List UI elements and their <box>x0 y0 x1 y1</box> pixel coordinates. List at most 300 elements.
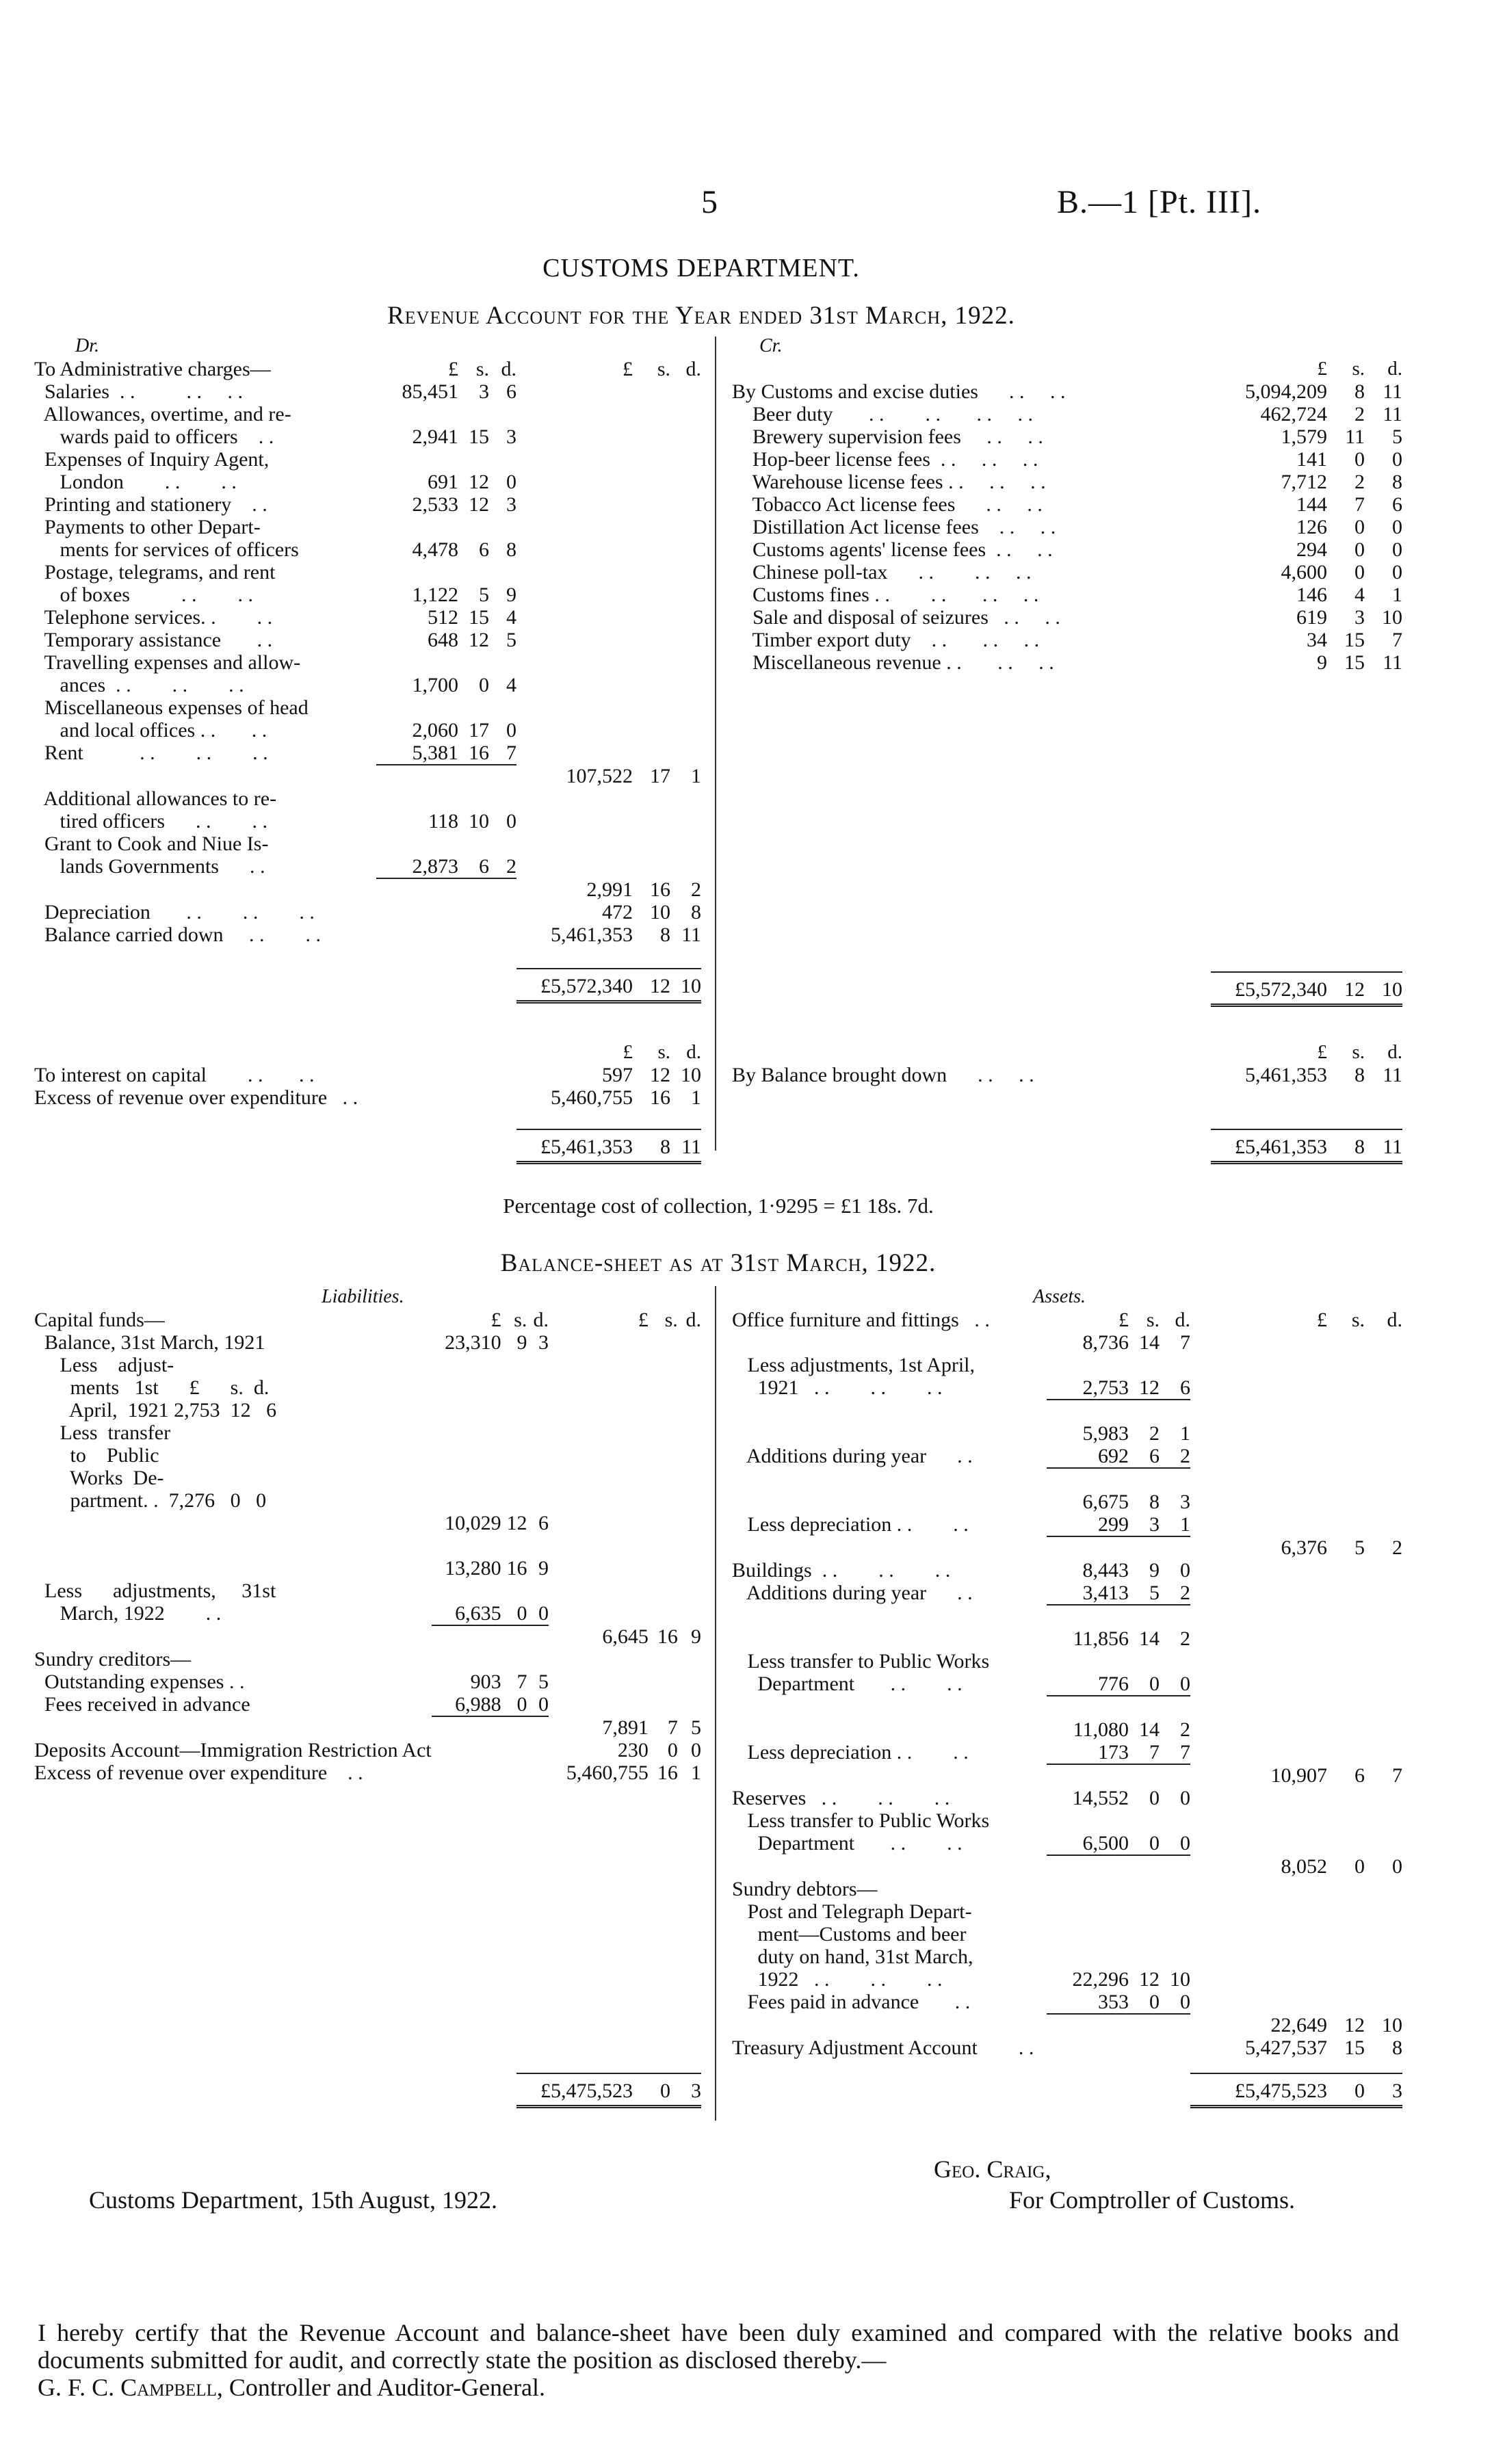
place-and-date: Customs Department, 15th August, 1922. <box>89 2186 497 2214</box>
assets-row <box>732 1582 1402 1605</box>
revenue-credit-table: £ s. d. By Customs and excise duties . . . . 5,094,209 8 11 Beer duty . . . . . . . . 462,724 2 11 Brewery supervision fees . . . . 1,579 11 5 Hop-beer license fees . . . . . . 141 0 0 Warehouse license fees . . . . . . 7,712 2 8 Tobacco Act license fees . . . . 144 7 6 Distillation Act license fees . . . . 126 0 0 Customs agents' license fees . . . . 294 0 0 Chinese poll-tax . . . . . . 4,600 0 0 Customs fines . . . . . . . . 146 4 1 Sale and disposal of seizures . . . . 619 3 10 Timber export duty . . . . . . 34 15 7 Miscellaneous revenue . . . . . . 9 15 11 <box>732 358 1402 674</box>
signatory-name: Geo. Craig, <box>934 2155 1051 2183</box>
liabilities-cell-c <box>527 1467 549 1489</box>
liabilities-cell-f <box>649 1580 678 1602</box>
revenue-credit-cell-b: 15 <box>1344 629 1365 651</box>
revenue-credit-cell-a: 144 <box>1296 493 1327 516</box>
revenue-debit-cell-d: Miscellaneous expenses of head <box>34 696 309 719</box>
assets-cell-e <box>1190 1878 1327 1900</box>
assets-cell-e <box>1190 1491 1327 1513</box>
assets-cell-e: 5,427,537 <box>1245 2036 1327 2059</box>
revenue-credit-cell-c: 11 <box>1383 380 1402 403</box>
assets-cell-d: 1921 . . . . . . <box>732 1376 943 1399</box>
revenue-debit-cell-a <box>376 448 458 471</box>
assets-row <box>732 1832 1402 1855</box>
liabilities-cell-c: 0 <box>527 1602 549 1625</box>
assets-cell-d: Department . . . . <box>732 1673 963 1695</box>
assets-row <box>732 2036 1402 2059</box>
liabilities-cell-d <box>34 1557 432 1580</box>
liabilities-cell-e: £ <box>638 1309 649 1331</box>
assets-cell-e <box>1190 1718 1327 1741</box>
assets-cell-e <box>1190 1945 1327 1968</box>
liabilities-cell-e <box>549 1512 649 1534</box>
revenue-debit-cell-f <box>633 810 670 833</box>
assets-cell-a <box>1047 1400 1129 1422</box>
assets-cell-c <box>1160 1878 1190 1900</box>
revenue-debit-cell-e <box>516 787 633 810</box>
revenue-credit-row <box>732 651 1402 674</box>
revenue-debit-cell-g <box>670 606 701 629</box>
assets-row <box>732 1923 1402 1945</box>
liabilities-cell-c: d. <box>533 1309 549 1331</box>
assets-cell-c <box>1160 1945 1190 1968</box>
revenue-debit-cell-e <box>516 674 633 696</box>
assets-cell-g <box>1365 1468 1402 1491</box>
assets-cell-c: 2 <box>1160 1582 1190 1605</box>
revenue-debit-cell-g <box>670 561 701 584</box>
revenue-debit-cell-f: 16 <box>650 878 670 901</box>
revenue-debit-cell-b <box>458 901 489 923</box>
revenue-debit-cell-e: 472 <box>602 901 633 923</box>
revenue-debit-cell-c: 0 <box>506 471 516 493</box>
liabilities-cell-e <box>549 1670 649 1693</box>
assets-cell-e <box>1190 1741 1327 1764</box>
revenue-debit-cell-f: 12 <box>633 969 670 1002</box>
assets-row <box>732 1309 1402 1331</box>
assets-cell-d: Less adjustments, 1st April, <box>732 1354 975 1376</box>
revenue-credit-cell-d: Timber export duty . . . . . . <box>732 629 1040 651</box>
liabilities-cell-g: 1 <box>691 1761 701 1784</box>
assets-cell-g: d. <box>1387 1309 1402 1331</box>
revenue-debit-cell-e <box>516 380 633 403</box>
balance-sheet-title: Balance-sheet as at 31st March, 1922. <box>500 1249 937 1277</box>
assets-cell-f <box>1327 1627 1365 1650</box>
auditor-certificate <box>38 2319 1399 2401</box>
assets-cell-d: Post and Telegraph Depart- <box>732 1900 972 1923</box>
revenue-credit-cell-a: 34 <box>1307 629 1327 651</box>
revenue-debit-cell-f <box>633 651 670 674</box>
revenue-credit-cell-d: Customs agents' license fees . . . . <box>732 538 1053 561</box>
revenue-account-title: Revenue Account for the Year ended 31st March, 1922. <box>387 302 1015 330</box>
revenue-debit-cell-f <box>633 696 670 719</box>
assets-row <box>732 1422 1402 1445</box>
assets-cell-b: 6 <box>1129 1445 1160 1468</box>
revenue-credit-row <box>732 629 1402 651</box>
assets-cell-f <box>1327 1331 1365 1354</box>
assets-cell-d: Department . . . . <box>732 1832 963 1854</box>
revenue-debit-cell-c <box>489 969 516 1002</box>
revenue-debit-cell-a <box>376 878 458 901</box>
assets-cell-c <box>1160 1809 1190 1832</box>
liabilities-cell-b <box>501 1716 527 1739</box>
assets-cell-e <box>1190 1832 1327 1855</box>
revenue-debit-row <box>34 403 701 425</box>
assets-cell-d: Treasury Adjustment Account . . <box>732 2036 1034 2059</box>
revenue-debit-cell-c <box>489 516 516 538</box>
assets-cell-a <box>1047 2014 1129 2036</box>
assets-cell-d <box>732 1422 1047 1445</box>
revenue-debit-row <box>34 606 701 629</box>
revenue-debit-cell-e <box>516 561 633 584</box>
revenue-debit-cell-e <box>516 833 633 855</box>
liabilities-cell-g <box>678 1557 701 1580</box>
assets-cell-c <box>1160 1605 1190 1627</box>
revenue-credit-row <box>732 606 1402 629</box>
revenue-credit-cell-b: 0 <box>1354 561 1365 584</box>
revenue-credit-row <box>732 561 1402 584</box>
liabilities-cell-e: 7,891 <box>602 1716 649 1739</box>
assets-cell-c <box>1160 1400 1190 1422</box>
liabilities-cell-f: 16 <box>657 1761 678 1784</box>
assets-cell-b: 9 <box>1149 1559 1160 1582</box>
revenue-credit-cell-c: 8 <box>1392 471 1402 493</box>
assets-cell-d: Less depreciation . . . . <box>732 1513 969 1536</box>
liabilities-cell-b <box>501 1489 527 1512</box>
revenue-debit-cell-d: ments for services of officers <box>34 538 299 561</box>
revenue-debit-cell-b: 17 <box>469 719 489 742</box>
revenue-debit-row <box>34 448 701 471</box>
revenue-credit-cell-d: Brewery supervision fees . . . . <box>732 425 1043 448</box>
appropriation-debit-row <box>34 1086 701 1109</box>
revenue-debit-row <box>34 561 701 584</box>
liabilities-cell-d: Fees received in advance <box>34 1693 250 1716</box>
revenue-debit-cell-g <box>670 516 701 538</box>
liabilities-cell-g <box>678 1489 701 1512</box>
appropriation-debit-total-pounds: £5,461,353 <box>516 1129 633 1163</box>
appropriation-debit-cell-a: 5,460,755 <box>551 1086 633 1109</box>
revenue-debit-cell-e: £ <box>623 358 633 380</box>
revenue-credit-total-shillings: 12 <box>1327 972 1365 1006</box>
assets-cell-g <box>1365 1331 1402 1354</box>
revenue-credit-cell-d: Beer duty . . . . . . . . <box>732 403 1033 425</box>
liabilities-cell-a: 23,310 <box>445 1331 501 1354</box>
assets-cell-a: 8,443 <box>1082 1559 1129 1582</box>
revenue-credit-row <box>732 448 1402 471</box>
assets-cell-e <box>1190 1923 1327 1945</box>
liabilities-cell-a <box>432 1580 501 1602</box>
assets-cell-f <box>1327 1513 1365 1536</box>
assets-cell-f <box>1327 1582 1365 1605</box>
assets-cell-g <box>1365 1650 1402 1673</box>
credit-label: Cr. <box>759 335 783 356</box>
revenue-debit-cell-c: 4 <box>506 674 516 696</box>
revenue-debit-cell-a: 5,381 <box>376 742 458 765</box>
revenue-debit-cell-f <box>633 742 670 765</box>
assets-cell-f <box>1327 1787 1365 1809</box>
assets-cell-c <box>1160 2014 1190 2036</box>
revenue-debit-cell-d: Travelling expenses and allow- <box>34 651 301 674</box>
liabilities-cell-e <box>549 1354 649 1376</box>
revenue-debit-cell-d: Depreciation . . . . . . <box>34 901 315 923</box>
revenue-debit-row <box>34 696 701 719</box>
revenue-debit-cell-a: 4,478 <box>412 538 458 561</box>
assets-cell-g <box>1365 1991 1402 2014</box>
assets-cell-g <box>1365 1445 1402 1468</box>
revenue-debit-cell-f: s. <box>657 358 670 380</box>
liabilities-cell-b <box>501 1739 527 1761</box>
assets-row <box>732 1445 1402 1468</box>
liabilities-cell-e: 6,645 <box>602 1625 649 1648</box>
revenue-debit-row <box>34 855 701 878</box>
assets-cell-f: 15 <box>1344 2036 1365 2059</box>
assets-cell-d <box>732 1764 1047 1787</box>
revenue-debit-cell-f: 17 <box>650 765 670 787</box>
assets-row <box>732 1559 1402 1582</box>
liabilities-cell-d: partment. . 7,276 0 0 <box>34 1489 267 1512</box>
revenue-debit-cell-f <box>633 584 670 606</box>
revenue-credit-cell-d: Hop-beer license fees . . . . . . <box>732 448 1038 471</box>
revenue-credit-cell-a: 7,712 <box>1281 471 1327 493</box>
liabilities-cell-e <box>549 1602 649 1625</box>
assets-cell-f <box>1327 1468 1365 1491</box>
liabilities-cell-a: 6,635 <box>432 1602 501 1625</box>
assets-cell-g <box>1365 1605 1402 1627</box>
revenue-debit-cell-g <box>670 629 701 651</box>
liabilities-cell-f <box>649 1331 678 1354</box>
assets-cell-c: 3 <box>1180 1491 1190 1513</box>
revenue-credit-row <box>732 403 1402 425</box>
appropriation-cr-header-shillings: s. <box>1352 1041 1365 1063</box>
assets-cell-g <box>1365 1354 1402 1376</box>
assets-cell-g <box>1365 1741 1402 1764</box>
revenue-debit-cell-c <box>489 787 516 810</box>
assets-row <box>732 1331 1402 1354</box>
revenue-debit-row <box>34 878 701 901</box>
assets-cell-d <box>732 1605 1047 1627</box>
revenue-debit-cell-d: Temporary assistance . . <box>34 629 273 651</box>
liabilities-cell-g <box>678 1354 701 1376</box>
assets-cell-c: 10 <box>1170 1968 1190 1991</box>
assets-cell-f <box>1327 1354 1365 1376</box>
revenue-credit-cell-c: 6 <box>1392 493 1402 516</box>
revenue-debit-cell-c: 8 <box>506 538 516 561</box>
assets-row <box>732 1468 1402 1491</box>
appropriation-debit-cell-d: Excess of revenue over expenditure . . <box>34 1086 358 1109</box>
assets-cell-c: 0 <box>1160 1832 1190 1855</box>
assets-cell-e <box>1190 1422 1327 1445</box>
revenue-debit-cell-c: 6 <box>506 380 516 403</box>
appropriation-debit-cell-c: 1 <box>691 1086 701 1109</box>
revenue-credit-cell-c: 11 <box>1383 651 1402 674</box>
assets-cell-f: s. <box>1351 1309 1365 1331</box>
liabilities-cell-d <box>34 1512 432 1534</box>
revenue-credit-cell-a: 146 <box>1296 584 1327 606</box>
liabilities-cell-c: 0 <box>527 1693 549 1716</box>
liabilities-cell-b <box>501 1625 527 1648</box>
assets-cell-c <box>1160 1536 1190 1559</box>
department-heading: CUSTOMS DEPARTMENT. <box>542 254 860 283</box>
revenue-debit-row <box>34 358 701 380</box>
revenue-debit-cell-c <box>489 946 516 969</box>
liabilities-cell-e <box>549 1489 649 1512</box>
assets-row <box>732 2014 1402 2036</box>
liabilities-cell-a <box>432 1761 501 1784</box>
assets-cell-b: 8 <box>1149 1491 1160 1513</box>
assets-cell-d: duty on hand, 31st March, <box>732 1945 973 1968</box>
revenue-debit-cell-e <box>516 946 633 969</box>
revenue-debit-cell-a: 2,533 <box>412 493 458 516</box>
revenue-debit-cell-e <box>516 403 633 425</box>
assets-cell-c <box>1160 1764 1190 1787</box>
assets-cell-f <box>1327 1559 1365 1582</box>
assets-cell-d: 1922 . . . . . . <box>732 1968 943 1991</box>
liabilities-total-pounds: £5,475,523 <box>516 2073 633 2107</box>
revenue-credit-cell-d: Miscellaneous revenue . . . . . . <box>732 651 1054 674</box>
liabilities-cell-g <box>678 1693 701 1716</box>
liabilities-row <box>34 1670 701 1693</box>
assets-row <box>732 1627 1402 1650</box>
revenue-debit-cell-e: 5,461,353 <box>551 923 633 946</box>
liabilities-cell-c <box>527 1716 549 1739</box>
liabilities-cell-a <box>432 1739 501 1761</box>
liabilities-cell-d: Less transfer <box>34 1421 171 1444</box>
debit-label: Dr. <box>75 335 100 356</box>
assets-cell-b: 14 <box>1139 1627 1160 1650</box>
assets-cell-e: 22,649 <box>1270 2014 1327 2036</box>
revenue-credit-cell-c: 10 <box>1382 606 1402 629</box>
revenue-debit-cell-f <box>633 561 670 584</box>
assets-cell-e <box>1190 1582 1327 1605</box>
liabilities-cell-d: Capital funds— <box>34 1309 165 1331</box>
revenue-debit-row <box>34 810 701 833</box>
assets-cell-g <box>1365 1376 1402 1400</box>
assets-cell-a <box>1047 1878 1129 1900</box>
revenue-credit-cell-c: 5 <box>1392 425 1402 448</box>
appropriation-credit-table <box>732 1041 1402 1086</box>
revenue-debit-cell-a <box>376 969 458 1002</box>
assets-cell-f: 6 <box>1354 1764 1365 1787</box>
revenue-debit-row <box>34 674 701 696</box>
revenue-debit-cell-b <box>458 696 489 719</box>
liabilities-cell-c: 5 <box>538 1670 549 1693</box>
revenue-debit-cell-c <box>489 901 516 923</box>
appropriation-header-shillings: s. <box>657 1041 670 1063</box>
revenue-debit-cell-g <box>670 833 701 855</box>
revenue-debit-cell-a: 2,941 <box>412 425 458 448</box>
document-reference: B.—1 [Pt. III]. <box>1057 184 1261 220</box>
assets-cell-b: 0 <box>1149 1787 1160 1809</box>
liabilities-cell-b <box>501 1648 527 1670</box>
liabilities-cell-e <box>549 1693 649 1716</box>
assets-cell-a: 11,856 <box>1073 1627 1129 1650</box>
assets-cell-b <box>1129 1536 1160 1559</box>
revenue-debit-cell-c: 7 <box>489 742 516 765</box>
revenue-credit-row <box>732 425 1402 448</box>
revenue-credit-cell-c: 0 <box>1392 538 1402 561</box>
revenue-debit-cell-c <box>489 561 516 584</box>
assets-cell-f <box>1327 1605 1365 1627</box>
assets-cell-c: 7 <box>1180 1331 1190 1354</box>
liabilities-cell-g <box>678 1376 701 1399</box>
revenue-debit-cell-d: wards paid to officers . . <box>34 425 274 448</box>
percentage-cost-of-collection: Percentage cost of collection, 1·9295 = £1 18s. 7d. <box>503 1194 934 1218</box>
revenue-debit-cell-a <box>376 516 458 538</box>
revenue-debit-cell-a <box>376 561 458 584</box>
assets-cell-c <box>1160 1696 1190 1718</box>
assets-cell-d <box>732 1536 1047 1559</box>
assets-cell-d <box>732 1627 1047 1650</box>
liabilities-cell-f <box>649 1670 678 1693</box>
assets-cell-e <box>1190 1605 1327 1627</box>
assets-cell-f: 12 <box>1344 2014 1365 2036</box>
appropriation-debit-cell-b: 12 <box>650 1064 670 1086</box>
assets-cell-f <box>1327 1741 1365 1764</box>
assets-cell-d <box>732 1331 1047 1354</box>
assets-cell-b: 0 <box>1129 1991 1160 2014</box>
assets-cell-f <box>1327 1650 1365 1673</box>
revenue-debit-cell-d <box>34 878 376 901</box>
assets-row <box>732 1513 1402 1536</box>
assets-cell-f <box>1327 1945 1365 1968</box>
revenue-debit-cell-a <box>376 901 458 923</box>
revenue-debit-cell-a: 512 <box>428 606 458 629</box>
revenue-debit-cell-a: 691 <box>428 471 458 493</box>
assets-cell-d: Office furniture and fittings . . <box>732 1309 990 1331</box>
page-number: 5 <box>701 184 718 220</box>
assets-cell-c: 6 <box>1160 1376 1190 1400</box>
assets-cell-a: £ <box>1118 1309 1129 1331</box>
liabilities-cell-g: 9 <box>691 1625 701 1648</box>
revenue-debit-cell-f <box>633 719 670 742</box>
assets-cell-d <box>732 2014 1047 2036</box>
revenue-debit-cell-f <box>633 855 670 878</box>
liabilities-cell-g: d. <box>685 1309 701 1331</box>
liabilities-cell-e <box>549 1376 649 1399</box>
assets-cell-c <box>1160 1900 1190 1923</box>
appropriation-credit-row <box>732 1064 1402 1086</box>
liabilities-row <box>34 1739 701 1761</box>
assets-cell-e <box>1190 1513 1327 1536</box>
liabilities-total-shillings: 0 <box>633 2073 670 2107</box>
appropriation-credit-total-shillings: 8 <box>1327 1129 1365 1163</box>
assets-cell-c: 2 <box>1160 1445 1190 1468</box>
liabilities-cell-f <box>649 1467 678 1489</box>
assets-cell-e <box>1190 1468 1327 1491</box>
revenue-credit-cell-b: 3 <box>1354 606 1365 629</box>
revenue-credit-total-pounds: £5,572,340 <box>1211 972 1327 1006</box>
liabilities-cell-d <box>34 1534 432 1557</box>
revenue-debit-cell-d: Postage, telegrams, and rent <box>34 561 276 584</box>
revenue-debit-row <box>34 765 701 787</box>
assets-cell-a: 776 <box>1047 1673 1129 1696</box>
liabilities-cell-a <box>432 1534 501 1557</box>
revenue-credit-cell-a: 9 <box>1317 651 1327 674</box>
revenue-debit-row <box>34 629 701 651</box>
liabilities-row <box>34 1716 701 1739</box>
certificate-signer: G. F. C. Campbell, <box>38 2374 223 2401</box>
revenue-debit-cell-c <box>489 651 516 674</box>
revenue-debit-cell-c <box>489 448 516 471</box>
appropriation-credit-total-pence: 11 <box>1365 1129 1402 1163</box>
appropriation-credit-total <box>1211 1129 1402 1164</box>
revenue-debit-cell-c <box>489 878 516 901</box>
assets-cell-d: Additions during year . . <box>732 1445 973 1467</box>
assets-cell-f <box>1327 1718 1365 1741</box>
assets-cell-e <box>1190 1354 1327 1376</box>
liabilities-cell-d: Outstanding expenses . . <box>34 1670 245 1693</box>
revenue-debit-cell-b: 6 <box>458 855 489 878</box>
revenue-debit-cell-a <box>376 651 458 674</box>
liabilities-cell-f <box>649 1534 678 1557</box>
revenue-debit-cell-b: 15 <box>469 425 489 448</box>
assets-cell-a <box>1047 1536 1129 1559</box>
liabilities-cell-f <box>649 1421 678 1444</box>
appropriation-debit-total-pence: 11 <box>670 1129 701 1163</box>
assets-cell-b: 3 <box>1129 1513 1160 1536</box>
revenue-credit-cell-b: 0 <box>1354 448 1365 471</box>
assets-cell-g <box>1365 1491 1402 1513</box>
revenue-debit-cell-d <box>34 765 376 787</box>
